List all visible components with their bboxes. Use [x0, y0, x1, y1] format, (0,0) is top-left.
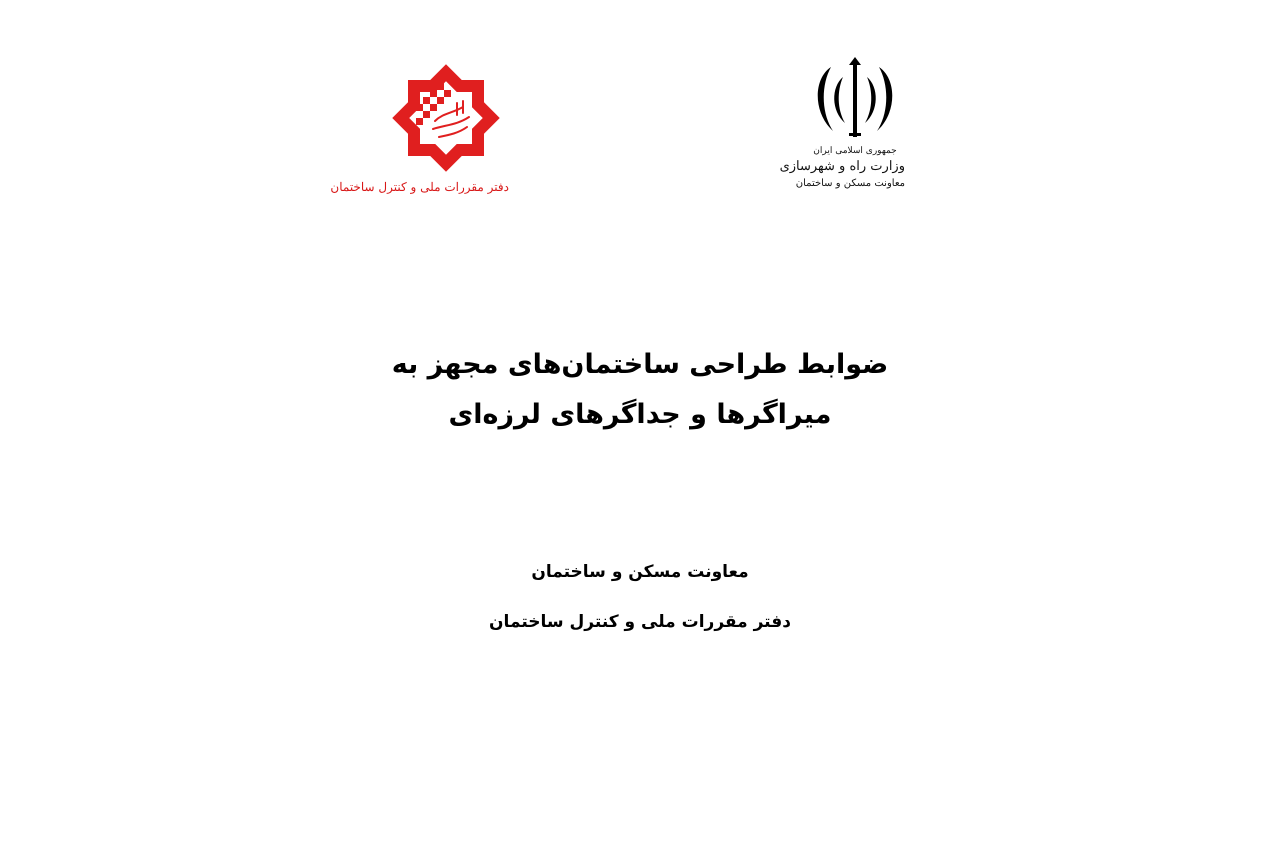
title-line-2: میراگرها و جداگرهای لرزه‌ای — [448, 399, 832, 430]
octagram-emblem-icon — [383, 55, 509, 181]
ministry-logo — [779, 55, 905, 205]
iran-emblem-icon — [809, 55, 901, 145]
subtitle-deputy: معاونت مسکن و ساختمان — [531, 562, 749, 582]
building-regulations-office-logo — [330, 55, 509, 200]
office-logo-caption: دفتر مقررات ملی و کنترل ساختمان — [330, 180, 509, 194]
ministry-logo-line2: وزارت راه و شهرسازی — [779, 159, 905, 174]
document-title — [0, 340, 1280, 440]
ministry-logo-line1: جمهوری اسلامی ایران — [813, 146, 897, 156]
ministry-logo-line3: معاونت مسکن و ساختمان — [795, 178, 905, 189]
subtitle-office: دفتر مقررات ملی و کنترل ساختمان — [489, 612, 791, 632]
title-line-1: ضوابط طراحی ساختمان‌های مجهز به — [391, 349, 889, 380]
